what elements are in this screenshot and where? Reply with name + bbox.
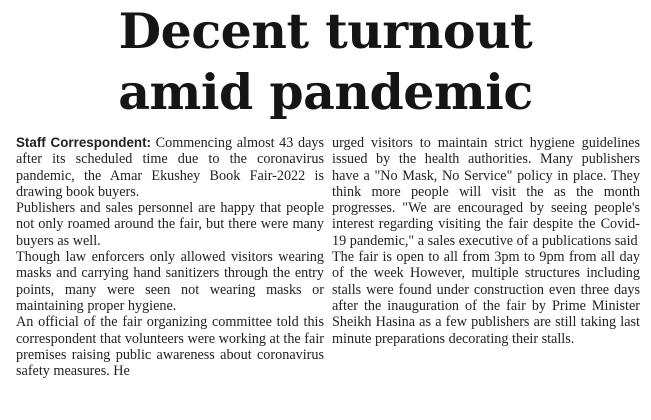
article-paragraph-1	[16, 135, 324, 200]
article-paragraph-4: An official of the fair organizing committee told this correspondent that volunteers were working at the fair premises raising public awareness about coronavirus safety measures. He	[16, 314, 324, 380]
article-paragraph-3: Though law enforcers only allowed visitors wearing masks and carrying hand sanitizers through the entry points, many were seen not wearing masks or maintaining proper hygiene.	[16, 249, 324, 314]
headline-line-2: amid pandemic	[118, 63, 533, 121]
article-column-right	[332, 135, 640, 347]
article-paragraph-1-text: Commencing almost 43 days after its scheduled time due to the coronavirus pandemic, the Amar Ekushey Book Fair-2022 is drawing book buyers.	[16, 135, 324, 200]
headline	[0, 0, 651, 123]
byline: Staff Correspondent:	[16, 135, 151, 150]
article-paragraph-2: Publishers and sales personnel are happy that people not only roamed around the fair, but there were many buyers as well.	[16, 200, 324, 249]
article-paragraph-5: urged visitors to maintain strict hygiene guidelines issued by the health authorities. Many publishers have a "No Mask, No Service" policy in place. They think more people will visit the as the month progresses. "We are encouraged by seeing people's interest regarding visiting the fair despite the Covid-19 pandemic," a sales executive of a publications said	[332, 135, 640, 249]
article-paragraph-6: The fair is open to all from 3pm to 9pm from all day of the week However, multiple structures including stalls were found under construction even three days after the inauguration of the fair by Prime Minister Sheikh Hasina as a few publishers are still taking last minute preparations decorating their stalls.	[332, 249, 640, 347]
article-column-left	[16, 135, 324, 379]
headline-line-1: Decent turnout	[118, 2, 533, 60]
